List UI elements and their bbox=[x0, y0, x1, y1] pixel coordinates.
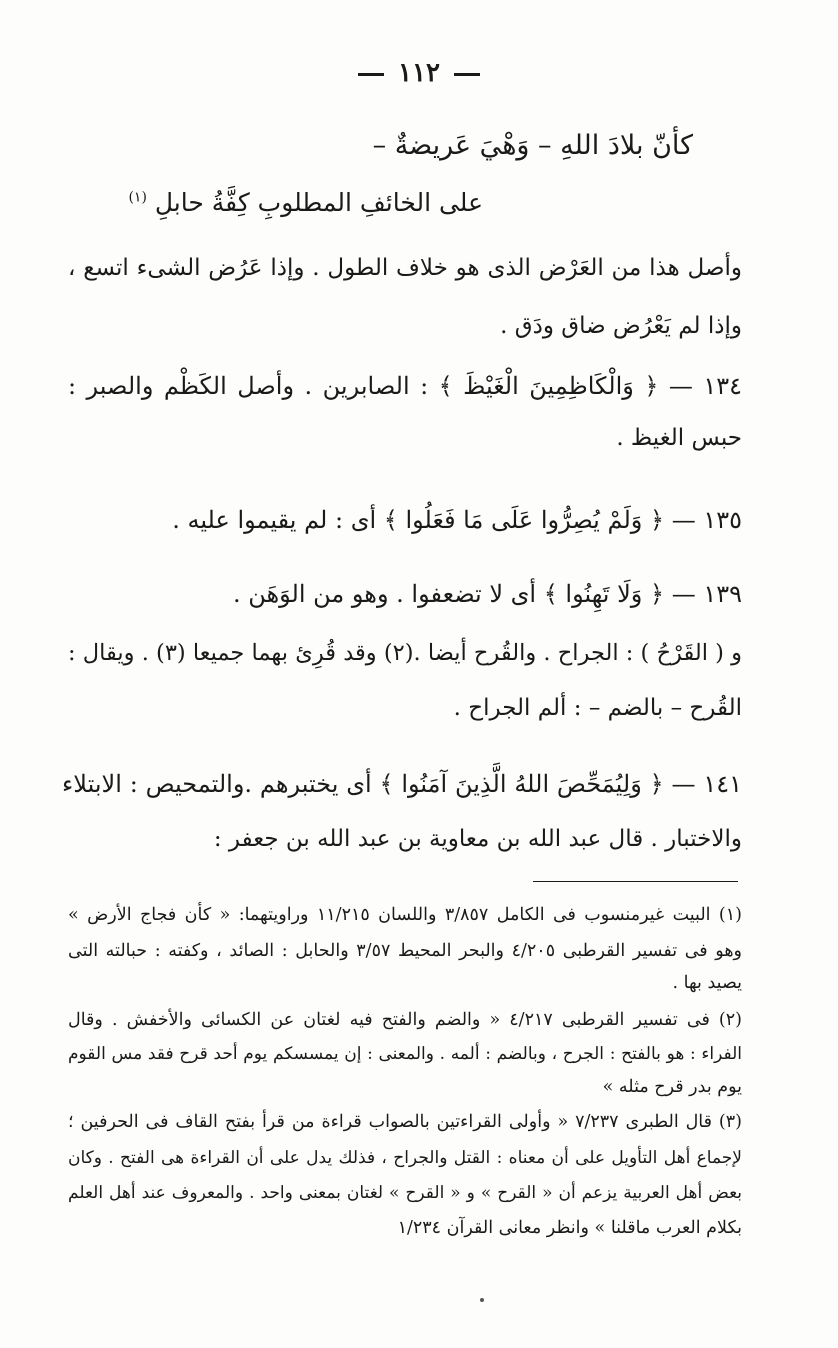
body-line: و ( القَرْحُ ) : الجراح . والقُرح أيضا .(٢) وقد قُرِئ بهما جميعا (٣) . ويقال : bbox=[68, 640, 742, 666]
entry-135: ١٣٥ — ﴿ وَلَمْ يُصِرُّوا عَلَى مَا فَعَلُوا ﴾ أى : لم يقيموا عليه . bbox=[172, 506, 742, 534]
verse-line-2-text: على الخائفِ المطلوبِ كِفَّةُ حابلِ bbox=[154, 188, 483, 217]
paper-speck bbox=[480, 1298, 484, 1302]
folio-dash-right bbox=[454, 73, 480, 76]
footnote-line: لإجماع أهل التأويل على أن معناه : القتل والجراح ، فذلك يدل على أن القراءة هى الفتح . وكان bbox=[68, 1148, 742, 1168]
footnote-line: الفراء : هو بالفتح : الجرح ، وبالضم : ألمه . والمعنى : إن يمسسكم يوم أحد قرح فقد مس القوم bbox=[68, 1044, 742, 1064]
entry-139: ١٣٩ — ﴿ وَلَا تَهِنُوا ﴾ أى لا تضعفوا . وهو من الوَهَن . bbox=[232, 580, 742, 608]
body-line: حبس الغيظ . bbox=[616, 425, 742, 451]
body-line: وأصل هذا من العَرْض الذى هو خلاف الطول . وإذا عَرُض الشىء اتسع ، bbox=[68, 255, 742, 281]
footnote-line: يوم بدر قرح مثله » bbox=[602, 1077, 742, 1097]
footnote-line: يصيد بها . bbox=[672, 973, 742, 993]
folio-dash-left bbox=[358, 73, 384, 76]
footnote-line: (٢) فى تفسير القرطبى ٤/٢١٧ « والضم والفتح فيه لغتان عن الكسائى والأخفش . وقال bbox=[68, 1010, 742, 1030]
footnote-line: بكلام العرب ماقلنا » وانظر معانى القرآن ١/٢٣٤ bbox=[397, 1218, 742, 1238]
verse-line-1: كأنّ بلادَ اللهِ – وَهْيَ عَريضةٌ – bbox=[372, 130, 693, 161]
entry-141: ١٤١ — ﴿ وَلِيُمَحِّصَ اللهُ الَّذِينَ آمَنُوا ﴾ أى يختبرهم .والتمحيص : الابتلاء bbox=[62, 770, 742, 798]
body-line: وإذا لم يَعْرُض ضاق ودَق . bbox=[500, 313, 742, 339]
body-line: والاختبار . قال عبد الله بن معاوية بن عبد الله بن جعفر : bbox=[213, 826, 742, 852]
footnote-line: بعض أهل العربية يزعم أن « القرح » و « القرح » لغتان بمعنى واحد . والمعروف عند أهل العلم bbox=[68, 1183, 742, 1203]
footnote-ref-1: (١) bbox=[128, 189, 147, 206]
verse-line-2 bbox=[128, 188, 483, 218]
page-number bbox=[0, 58, 838, 88]
footnote-line: (٣) قال الطبرى ٧/٢٣٧ « وأولى القراءتين بالصواب قراءة من قرأ بفتح القاف فى الحرفين ؛ bbox=[68, 1112, 742, 1132]
footnote-line: وهو فى تفسير القرطبى ٤/٢٠٥ والبحر المحيط ٣/٥٧ والحابل : الصائد ، وكفته : حبالته التى bbox=[68, 941, 742, 961]
page-number-text: ١١٢ bbox=[398, 58, 440, 88]
body-line: القُرح – بالضم – : ألم الجراح . bbox=[453, 695, 742, 721]
entry-134: ١٣٤ — ﴿ وَالْكَاظِمِينَ الْغَيْظَ ﴾ : الصابرين . وأصل الكَظْم والصبر : bbox=[68, 372, 742, 400]
footnote-separator bbox=[533, 881, 738, 882]
footnote-line: (١) البيت غيرمنسوب فى الكامل ٣/٨٥٧ واللسان ١١/٢١٥ وراويتهما: « كأن فجاج الأرض » bbox=[68, 905, 742, 925]
